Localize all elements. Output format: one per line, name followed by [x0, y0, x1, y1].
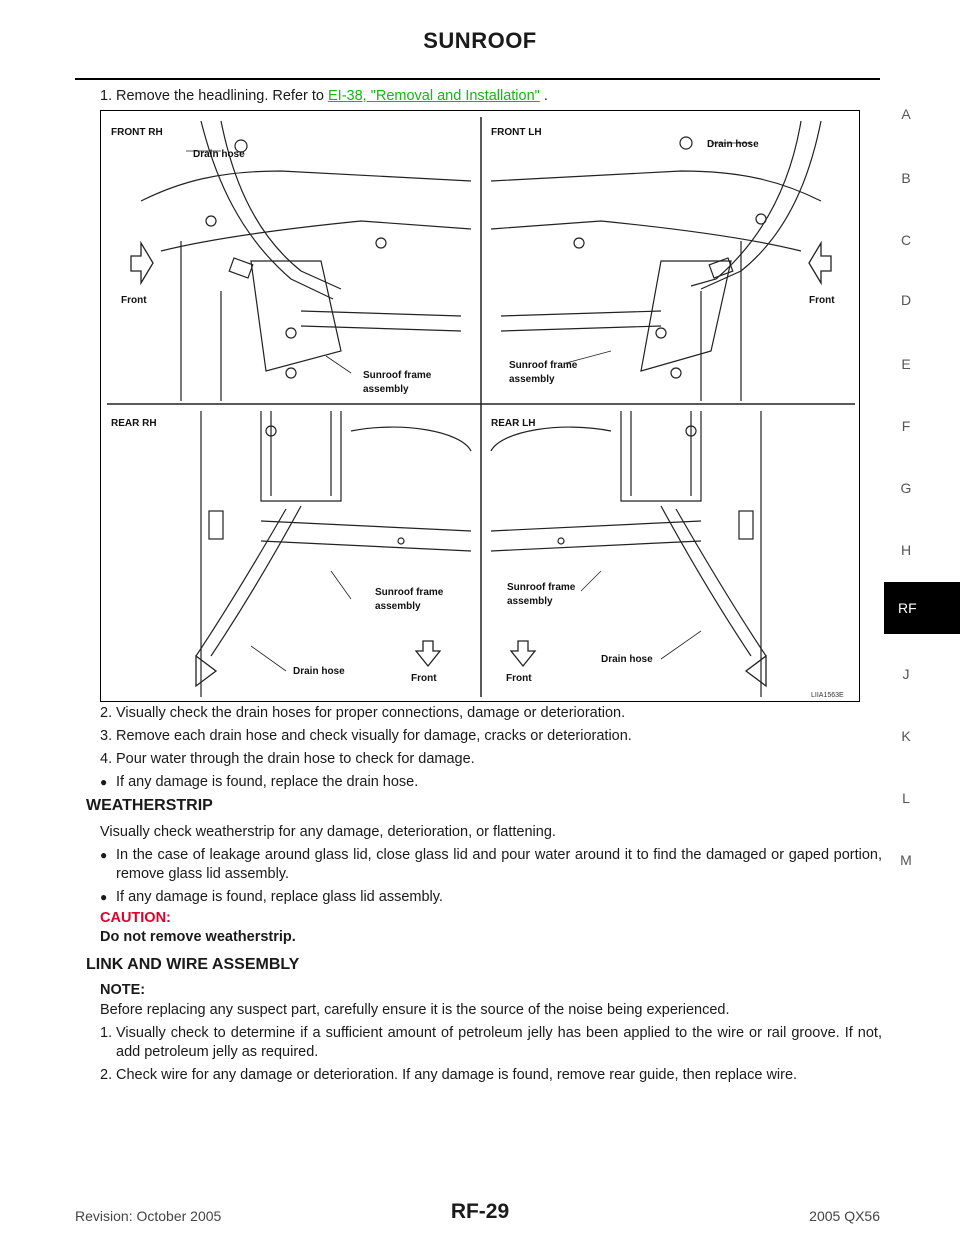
quadrant-label-front-lh: FRONT LH — [491, 127, 542, 138]
callout-drain-hose-front-rh: Drain hose — [193, 149, 245, 160]
section-tab-j[interactable]: J — [902, 666, 910, 682]
section-tab-m[interactable]: M — [900, 852, 912, 868]
figure-code: LIIA1563E — [811, 692, 844, 699]
callout-front-front-rh: Front — [121, 295, 147, 306]
caution-text: Do not remove weatherstrip. — [100, 929, 296, 945]
reference-link[interactable]: EI-38, "Removal and Installation" — [328, 88, 540, 104]
drain-hose-illustration — [101, 111, 861, 703]
callout-sunroof-frame-rear-rh: Sunroof frame — [375, 587, 444, 598]
step-number: 2. — [100, 1067, 113, 1083]
section-tab-f[interactable]: F — [901, 418, 911, 434]
callout-front-rear-rh: Front — [411, 673, 437, 684]
section-tab-g[interactable]: G — [900, 480, 912, 496]
quadrant-label-rear-rh: REAR RH — [111, 418, 157, 429]
section-tab-c[interactable]: C — [900, 232, 912, 248]
note-label: NOTE: — [100, 982, 146, 998]
step-number: 2. — [100, 705, 113, 721]
step-text: Visually check to determine if a sufficient amount of petroleum jelly has been applied to the wire or rail groove. If not, add petroleum jelly as required. — [116, 1025, 882, 1060]
section-tab-d[interactable]: D — [900, 292, 912, 308]
callout-assembly-front-rh: assembly — [363, 384, 409, 395]
quadrant-label-front-rh: FRONT RH — [111, 127, 163, 138]
section-heading-link-wire: LINK AND WIRE ASSEMBLY — [86, 956, 300, 973]
bullet-text: In the case of leakage around glass lid, close glass lid and pour water around it to find the damaged or gaped portion, remove glass lid assembly. — [116, 847, 882, 882]
step-number: 3. — [100, 728, 113, 744]
title-rule — [75, 78, 880, 80]
callout-drain-hose-rear-lh: Drain hose — [601, 654, 653, 665]
section-tab-a[interactable]: A — [901, 106, 911, 122]
section-tab-b[interactable]: B — [901, 170, 911, 186]
section-tab-l[interactable]: L — [902, 790, 910, 806]
step-text: Check wire for any damage or deterioration. If any damage is found, remove rear guide, then replace wire. — [116, 1067, 798, 1083]
footer-revision: Revision: October 2005 — [75, 1208, 222, 1224]
footer-model: 2005 QX56 — [809, 1208, 880, 1224]
callout-assembly-rear-rh: assembly — [375, 601, 421, 612]
step-number: 1. — [100, 1025, 113, 1041]
bullet-text: If any damage is found, replace glass lid assembly. — [116, 889, 443, 905]
section-tab-k[interactable]: K — [901, 728, 911, 744]
page-number: RF-29 — [450, 1200, 510, 1223]
section-heading-weatherstrip: WEATHERSTRIP — [86, 797, 213, 814]
drain-hose-figure — [100, 110, 860, 702]
section-tab-rf-active[interactable]: RF — [884, 582, 960, 634]
callout-front-rear-lh: Front — [506, 673, 532, 684]
bullet-icon: ● — [100, 848, 108, 862]
note-text: Before replacing any suspect part, carefully ensure it is the source of the noise being experienced. — [100, 1002, 730, 1018]
callout-sunroof-frame-front-rh: Sunroof frame — [363, 370, 432, 381]
caution-label: CAUTION: — [100, 910, 171, 926]
bullet-icon: ● — [100, 775, 108, 789]
bullet-icon: ● — [100, 890, 108, 904]
callout-drain-hose-rear-rh: Drain hose — [293, 666, 345, 677]
callout-drain-hose-front-lh: Drain hose — [707, 139, 759, 150]
callout-front-front-lh: Front — [809, 295, 835, 306]
page-title: SUNROOF — [423, 28, 537, 53]
callout-assembly-rear-lh: assembly — [507, 596, 553, 607]
callout-assembly-front-lh: assembly — [509, 374, 555, 385]
step-text — [116, 87, 882, 106]
weatherstrip-intro: Visually check weatherstrip for any damage, deterioration, or flattening. — [100, 824, 556, 840]
step-text: Remove each drain hose and check visually for damage, cracks or deterioration. — [116, 728, 632, 744]
callout-sunroof-frame-front-lh: Sunroof frame — [509, 360, 578, 371]
section-tab-h[interactable]: H — [900, 542, 912, 558]
callout-sunroof-frame-rear-lh: Sunroof frame — [507, 582, 576, 593]
step-text-after: . — [539, 88, 548, 104]
step-text: Visually check the drain hoses for proper connections, damage or deterioration. — [116, 705, 626, 721]
section-tab-e[interactable]: E — [901, 356, 911, 372]
step-text-before: Remove the headlining. Refer to — [116, 88, 328, 104]
step-text: Pour water through the drain hose to check for damage. — [116, 751, 475, 767]
quadrant-label-rear-lh: REAR LH — [491, 418, 536, 429]
step-number: 1. — [100, 88, 113, 104]
step-number: 4. — [100, 751, 113, 767]
bullet-text: If any damage is found, replace the drain hose. — [116, 774, 419, 790]
